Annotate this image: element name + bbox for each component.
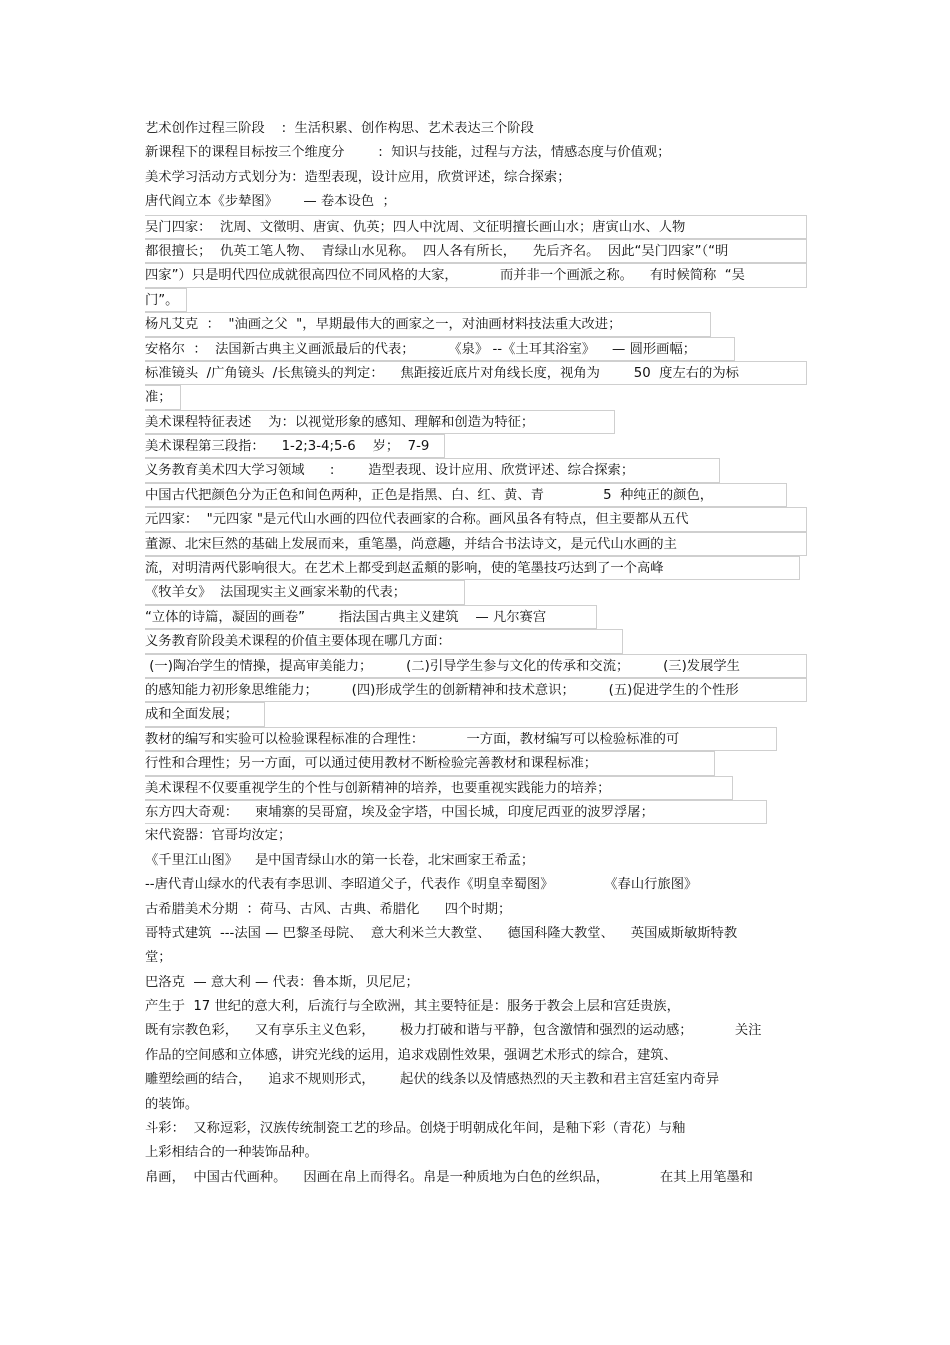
text-line: (一)陶冶学生的情操，提高审美能力； (二)引导学生参与文化的传承和交流； (三)发展学生 [145,654,807,678]
text-line: 中国古代把颜色分为正色和间色两种，正色是指黑、白、红、黄、青 5 种纯正的颜色， [145,483,787,507]
text-line: 既有宗教色彩， 又有享乐主义色彩， 极力打破和谐与平静，包含激情和强烈的运动感； 关注 [145,1023,762,1039]
text-line: 巴洛克 — 意大利 — 代表：鲁本斯，贝尼尼； [145,974,419,990]
text-line: 的装饰。 [145,1096,199,1112]
text-line: 吴门四家： 沈周、文徵明、唐寅、仇英；四人中沈周、文征明擅长画山水；唐寅山水、人物 [145,215,807,239]
text-line: 行性和合理性；另一方面，可以通过使用教材不断检验完善教材和课程标准； [145,751,715,775]
text-line: 堂； [145,950,172,966]
text-line: 艺术创作过程三阶段 : 生活积累、创作构思、艺术表达三个阶段 [145,121,534,136]
text-line: 上彩相结合的一种装饰品种。 [145,1145,318,1161]
text-line: 义务教育阶段美术课程的价值主要体现在哪几方面： [145,629,623,653]
text-line: 新课程下的课程目标按三个维度分 : 知识与技能，过程与方法，情感态度与价值观； [145,145,671,161]
text-line: 斗彩： 又称逗彩，汉族传统制瓷工艺的珍品。创烧于明朝成化年间，是釉下彩（青花）与釉 [145,1121,686,1137]
text-line: 成和全面发展； [145,702,265,726]
text-line: 四家”）只是明代四位成就很高四位不同风格的大家， 而并非一个画派之称。 有时候简称 “吴 [145,263,807,287]
text-line: 杨凡艾克 ： "油画之父 "，早期最伟大的画家之一，对油画材料技法重大改进； [145,312,711,336]
text-line: 美术课程第三段指： 1-2;3-4;5-6 岁； 7-9 [145,434,445,458]
text-line: 都很擅长； 仇英工笔人物、 青绿山水见称。 四人各有所长， 先后齐名。 因此“吴门四家”（“明 [145,239,807,263]
text-line: 的感知能力初形象思维能力； (四)形成学生的创新精神和技术意识； (五)促进学生的个性形 [145,678,807,702]
text-line: 唐代阎立本《步辇图》 — 卷本设色 ； [145,194,396,210]
text-line: 古希腊美术分期 ：荷马、古风、古典、希腊化 四个时期； [145,901,512,917]
text-line: 作品的空间感和立体感，讲究光线的运用，追求戏剧性效果，强调艺术形式的综合，建筑、 [145,1047,677,1063]
text-line: 董源、北宋巨然的基础上发展而来，重笔墨，尚意趣，并结合书法诗文，是元代山水画的主 [145,532,807,556]
text-line: 标准镜头 /广角镜头 /长焦镜头的判定： 焦距接近底片对角线长度，视角为 50 度左右的为标 [145,361,807,385]
text-line: 帛画， 中国古代画种。 因画在帛上而得名。帛是一种质地为白色的丝织品， 在其上用笔墨和 [145,1169,753,1185]
text-line: 《千里江山图》 是中国青绿山水的第一长卷，北宋画家王希孟； [145,852,535,868]
text-line: 流，对明清两代影响很大。在艺术上都受到赵孟頫的影响，使的笔墨技巧达到了一个高峰 [145,556,800,580]
text-line: 宋代瓷器：官哥均汝定； [145,828,292,844]
text-line: 东方四大奇观： 柬埔寨的吴哥窟，埃及金字塔，中国长城，印度尼西亚的波罗浮屠； [145,800,767,824]
text-line: 哥特式建筑 ---法国 — 巴黎圣母院、 意大利米兰大教堂、 德国科隆大教堂、 英国威斯敏斯特教 [145,925,738,941]
text-line: 元四家： "元四家 "是元代山水画的四位代表画家的合称。画风虽各有特点，但主要都从五代 [145,507,807,531]
text-line: 美术课程不仅要重视学生的个性与创新精神的培养，也要重视实践能力的培养； [145,776,733,800]
text-line: 义务教育美术四大学习领域 : 造型表现、设计应用、欣赏评述、综合探索； [145,458,720,482]
text-line: 美术学习活动方式划分为：造型表现，设计应用，欣赏评述，综合探索； [145,169,571,185]
text-line: 产生于 17 世纪的意大利，后流行与全欧洲，其主要特征是：服务于教会上层和宫廷贵族， [145,999,680,1015]
text-line: 《牧羊女》 法国现实主义画家米勒的代表； [145,580,465,604]
text-line: 教材的编写和实验可以检验课程标准的合理性： 一方面，教材编写可以检验标准的可 [145,727,777,751]
text-line: 安格尔 ： 法国新古典主义画派最后的代表； 《泉》 --《土耳其浴室》 — 圆形画幅； [145,337,735,361]
text-line: 门”。 [145,288,187,312]
text-line: 雕塑绘画的结合， 追求不规则形式， 起伏的线条以及情感热烈的天主教和君主宫廷室内奇异 [145,1072,720,1088]
document-body [145,117,810,1190]
text-line: --唐代青山绿水的代表有李思训、李昭道父子，代表作《明皇幸蜀图》 《春山行旅图》 [145,877,698,893]
text-line: 美术课程特征表述 为：以视觉形象的感知、理解和创造为特征； [145,410,615,434]
text-line: “立体的诗篇，凝固的画卷” 指法国古典主义建筑 — 凡尔赛宫 [145,605,597,629]
text-line: 准； [145,385,181,409]
